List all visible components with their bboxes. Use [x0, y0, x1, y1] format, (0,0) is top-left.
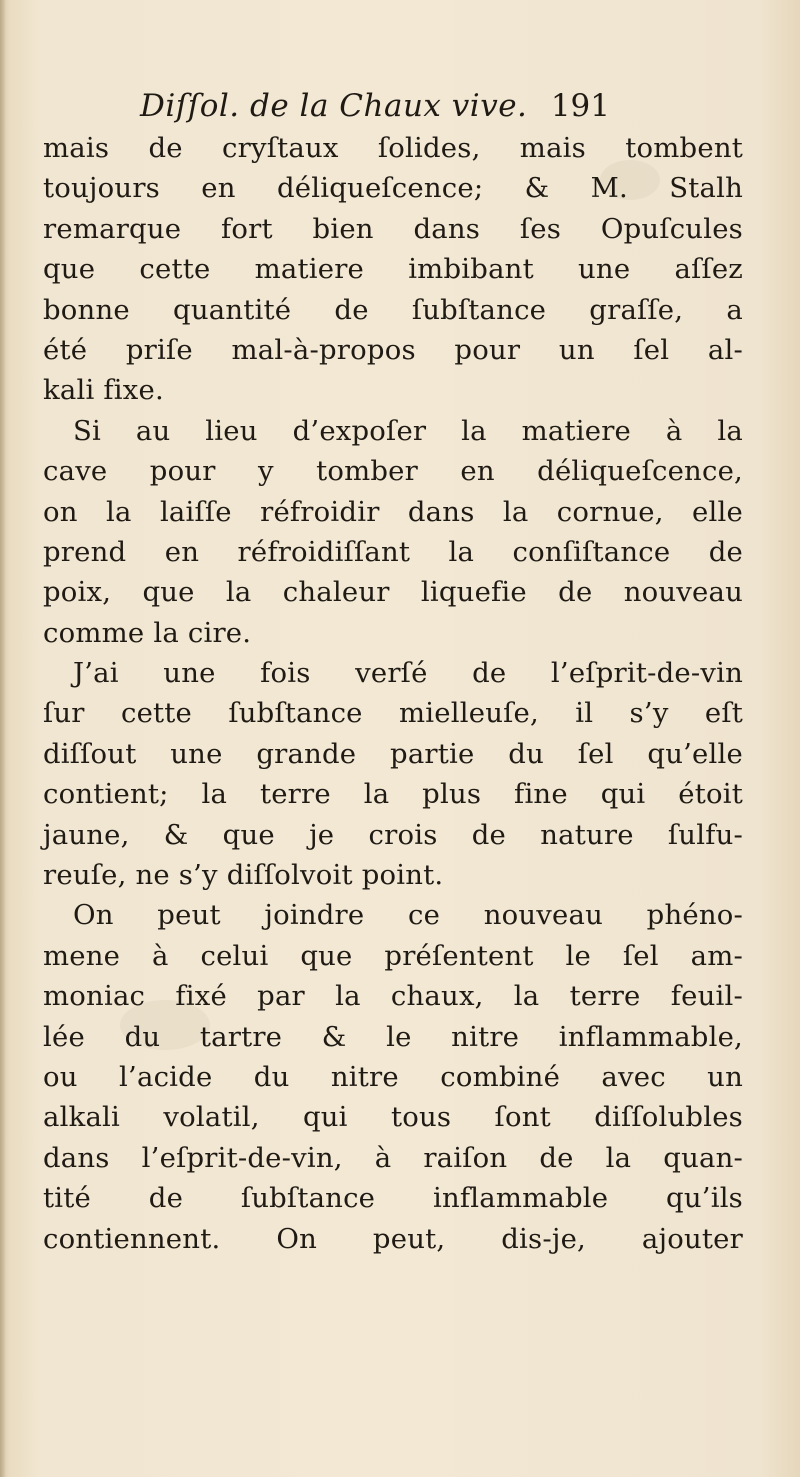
text-line: mais de cryſtaux ſolides, mais tombent	[43, 132, 743, 164]
text-line: lée du tartre & le nitre inflammable,	[43, 1020, 743, 1053]
text-line: comme la cire.	[43, 616, 252, 649]
text-line: contient; la terre la plus fine qui étoit	[43, 778, 743, 811]
text-line: bonne quantité de ſubſtance graſſe, a	[43, 293, 743, 326]
text-line: contiennent. On peut, dis-je, ajouter	[43, 1222, 743, 1255]
body-text	[43, 128, 743, 1259]
text-line: on la laiſſe réfroidir dans la cornue, elle	[43, 495, 743, 528]
text-line: moniac fixé par la chaux, la terre feuil-	[43, 980, 743, 1013]
text-line: cave pour y tomber en déliqueſcence,	[43, 455, 743, 488]
running-title: Diſſol. de la Chaux vive.	[140, 88, 528, 124]
text-line: tité de ſubſtance inflammable qu’ils	[43, 1182, 743, 1215]
text-line: été priſe mal-à-propos pour un ſel al-	[43, 333, 743, 366]
text-line: poix, que la chaleur liquefie de nouveau	[43, 576, 743, 609]
page-number: 191	[550, 88, 610, 124]
text-line: J’ai une fois verſé de l’eſprit-de-vin	[73, 657, 743, 690]
text-line: Si au lieu d’expoſer la matiere à la	[73, 414, 743, 447]
text-line: kali fixe.	[43, 374, 164, 407]
text-line: ou l’acide du nitre combiné avec un	[43, 1060, 743, 1093]
text-line: mene à celui que préſentent le ſel am-	[43, 939, 743, 972]
text-line: reuſe, ne s’y diſſolvoit point.	[43, 859, 444, 892]
text-line: alkali volatil, qui tous ſont diſſolubles	[43, 1101, 743, 1134]
page-binding-edge	[0, 0, 6, 1477]
page-header	[140, 88, 610, 132]
text-line: On peut joindre ce nouveau phéno-	[73, 899, 743, 932]
text-line: dans l’eſprit-de-vin, à raiſon de la quan-	[43, 1141, 743, 1174]
text-line: remarque fort bien dans ſes Opuſcules	[43, 212, 743, 245]
text-line: diſſout une grande partie du ſel qu’elle	[43, 737, 743, 770]
text-line: jaune, & que je crois de nature ſulfu-	[43, 818, 743, 851]
text-line: prend en réfroidiſſant la conſiſtance de	[43, 535, 743, 568]
text-line: que cette matiere imbibant une aſſez	[43, 253, 743, 286]
text-line: ſur cette ſubſtance mielleuſe, il s’y eſt	[43, 697, 743, 730]
text-line: toujours en déliqueſcence; & M. Stalh	[43, 172, 743, 205]
